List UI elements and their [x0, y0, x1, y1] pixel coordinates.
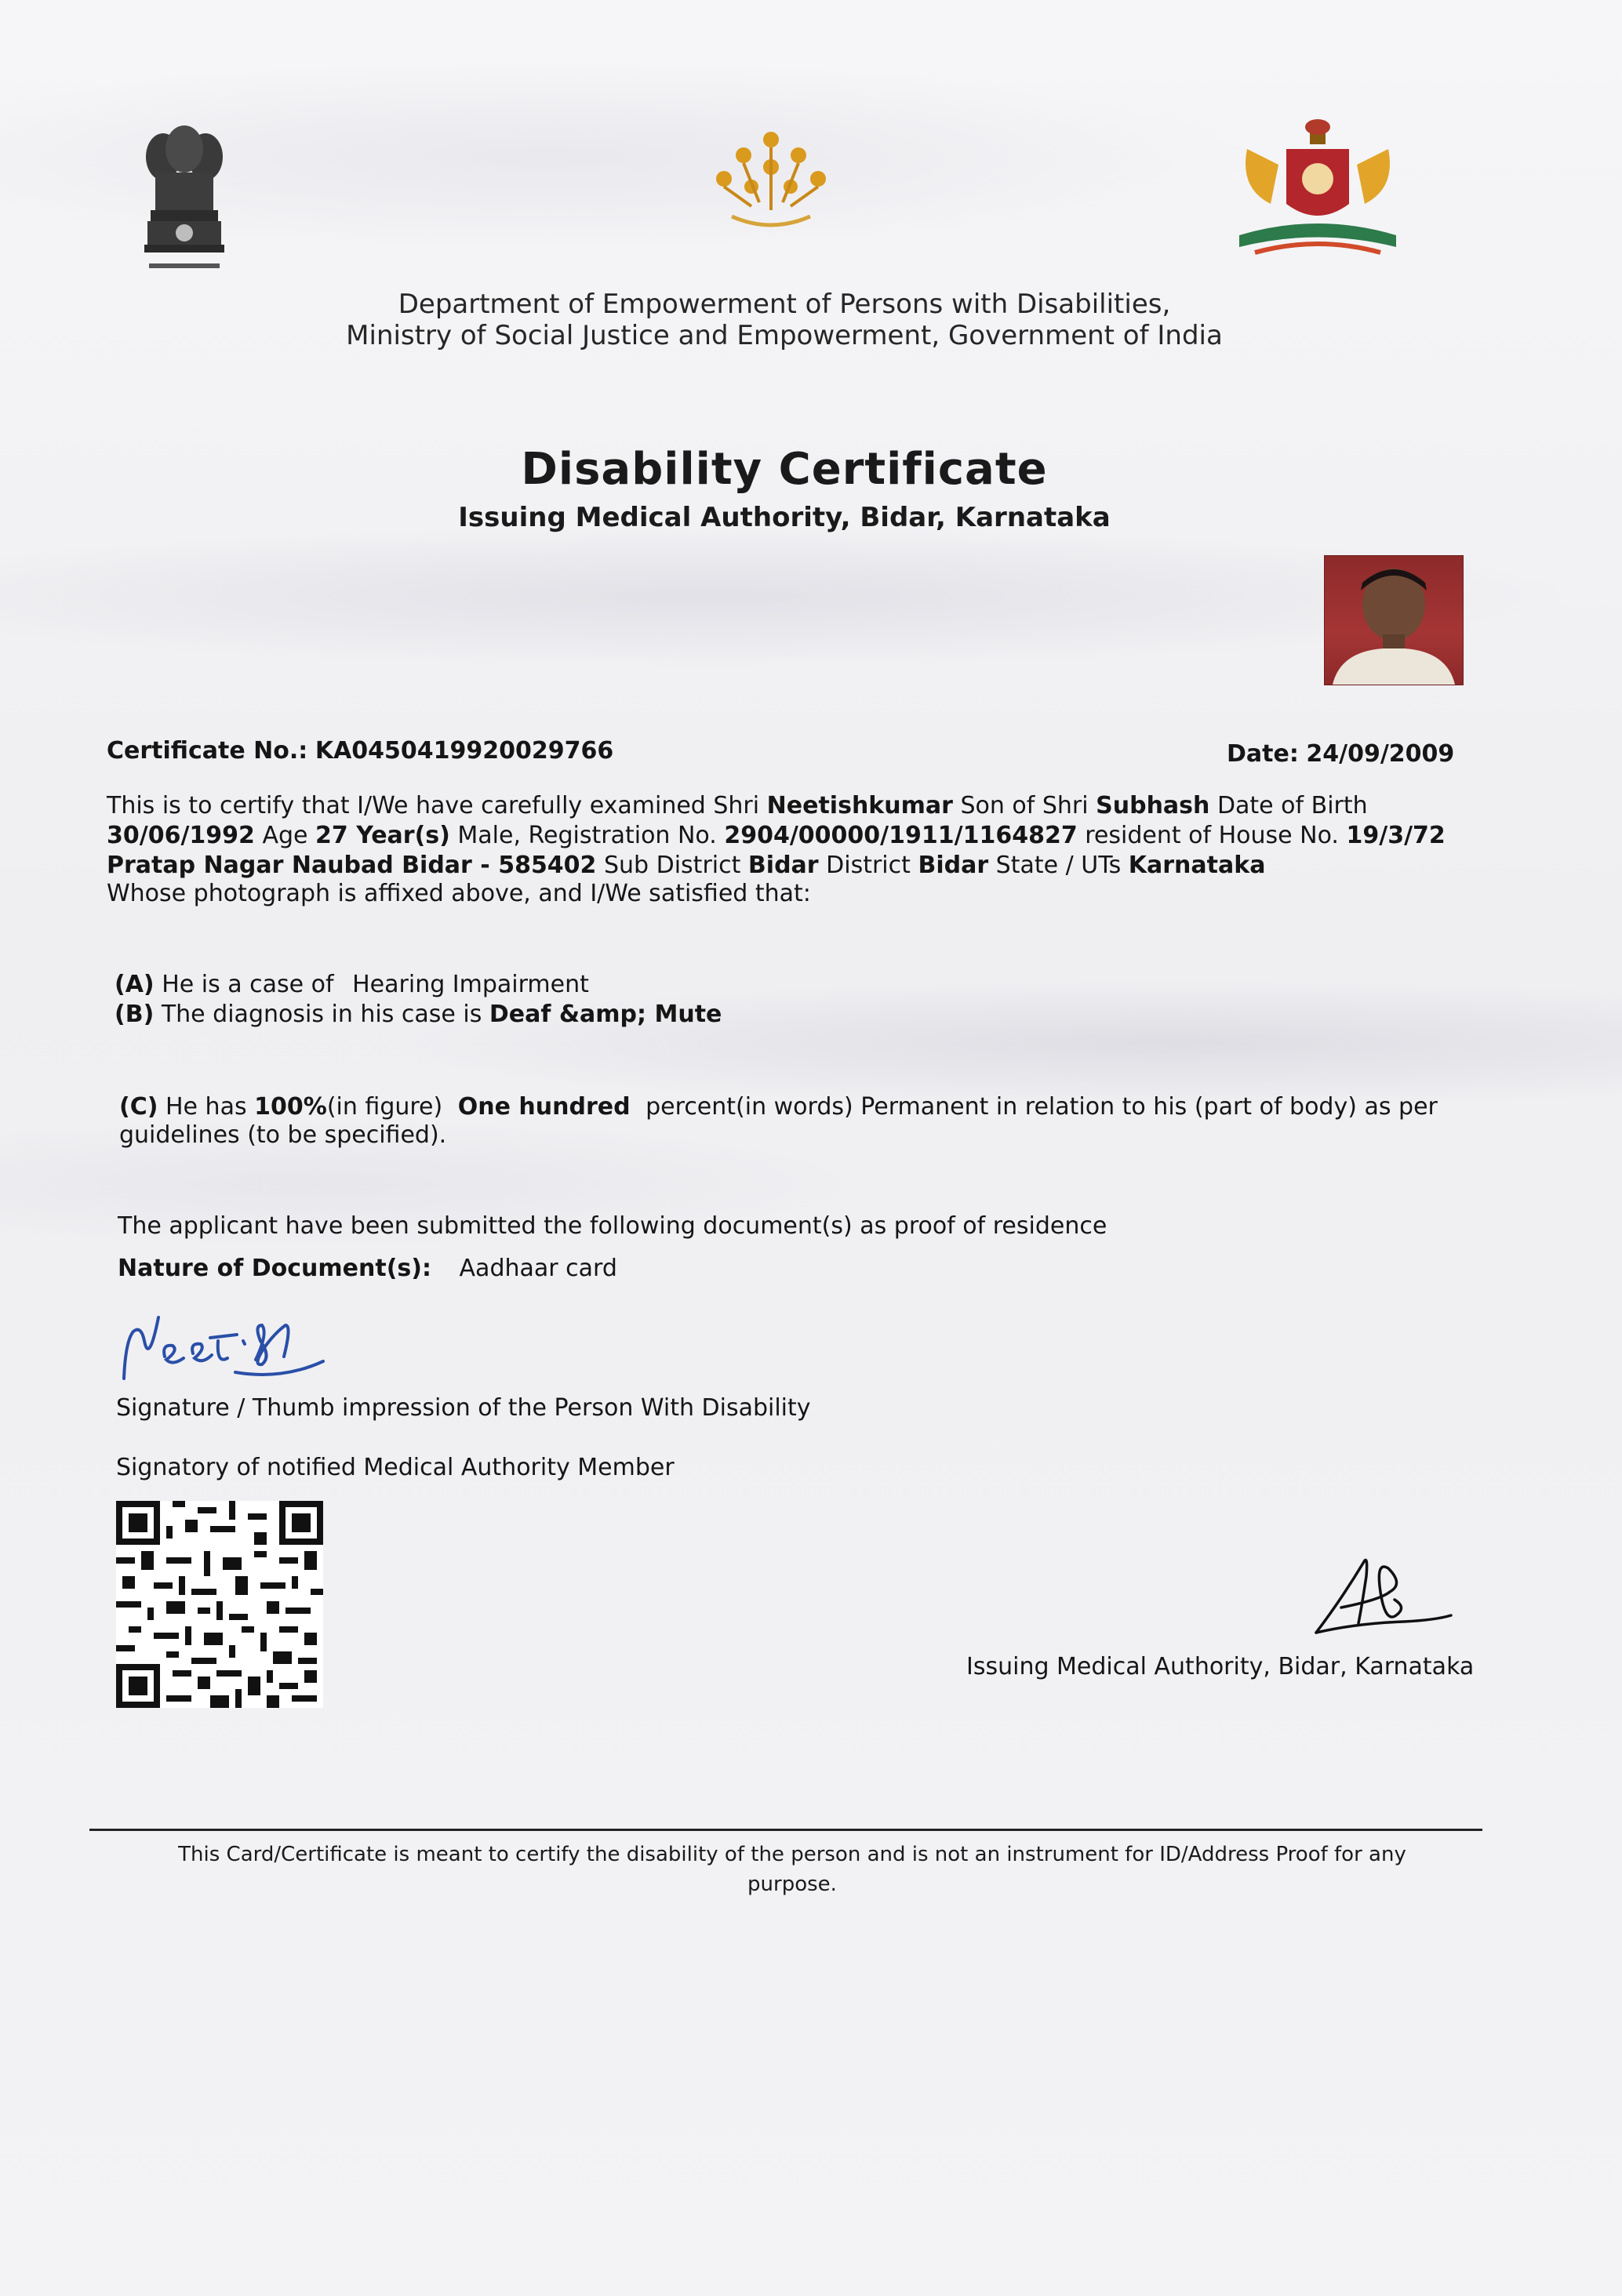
authority-signature: [1310, 1545, 1459, 1647]
clause-c-text: (in figure): [326, 1093, 443, 1121]
clause-a: [115, 971, 589, 998]
issuing-authority-subtitle: Issuing Medical Authority, Bidar, Karnataka: [458, 502, 1111, 533]
qr-code: [116, 1501, 323, 1708]
body-line-3: [107, 852, 1265, 879]
body-text: State / UTs: [995, 852, 1122, 879]
ministry-line: Ministry of Social Justice and Empowerment, Government of India: [346, 320, 1223, 351]
footer-divider: [89, 1829, 1482, 1831]
page-title: Disability Certificate: [521, 444, 1048, 495]
clause-c-text: percent(in words) Permanent in relation to his (part of body) as per: [646, 1093, 1438, 1121]
clause-b-label: (B): [115, 1001, 155, 1028]
certificate-date-value: 24/09/2009: [1306, 740, 1455, 768]
body-line-4: Whose photograph is affixed above, and I/We satisfied that:: [107, 880, 811, 907]
applicant-age: 27 Year(s): [315, 822, 450, 849]
clause-c-label: (C): [119, 1093, 158, 1121]
body-text: Sub District: [603, 852, 741, 879]
district: Bidar: [918, 852, 989, 879]
applicant-photo: [1324, 555, 1464, 685]
residence-proof-statement: The applicant have been submitted the following document(s) as proof of residence: [118, 1212, 1107, 1240]
body-text: Son of Shri: [960, 792, 1089, 819]
applicant-name: Neetishkumar: [766, 792, 953, 819]
certificate-number-label: Certificate No.:: [107, 737, 308, 765]
certificate-number: [107, 737, 613, 765]
disability-type: Hearing Impairment: [352, 971, 589, 998]
ashoka-emblem-icon: [133, 125, 235, 282]
authority-signature-caption: Issuing Medical Authority, Bidar, Karnataka: [966, 1653, 1475, 1680]
clause-c-continued: guidelines (to be specified).: [119, 1121, 447, 1149]
nature-of-document: [118, 1255, 617, 1282]
clause-a-text: He is a case of: [162, 971, 334, 998]
disability-percent: 100%: [254, 1093, 327, 1121]
karnataka-emblem-icon: [1224, 118, 1412, 274]
state: Karnataka: [1128, 852, 1266, 879]
certificate-number-value: KA0450419920029766: [315, 737, 614, 765]
sub-district: Bidar: [747, 852, 819, 879]
disability-percent-words: One hundred: [457, 1093, 631, 1121]
certificate-date: [1227, 740, 1454, 768]
body-text: Age: [262, 822, 308, 849]
body-text: Male, Registration No.: [457, 822, 717, 849]
body-text: resident of House No.: [1085, 822, 1339, 849]
clause-c-text: He has: [165, 1093, 247, 1121]
accessible-india-emblem-icon: [696, 124, 846, 242]
clause-b-text: The diagnosis in his case is: [161, 1001, 482, 1028]
footer-disclaimer: This Card/Certificate is meant to certify the disability of the person and is not an instrument for ID/Address Proof for any purpose.: [178, 1843, 1406, 1896]
address: Pratap Nagar Naubad Bidar - 585402: [107, 852, 597, 879]
body-line-1: [107, 792, 1368, 819]
diagnosis: Deaf &amp; Mute: [489, 1001, 722, 1028]
body-line-2: [107, 822, 1446, 849]
nature-of-document-label: Nature of Document(s):: [118, 1255, 431, 1282]
clause-a-label: (A): [115, 971, 155, 998]
date-of-birth: 30/06/1992: [107, 822, 255, 849]
applicant-signature: [118, 1294, 337, 1388]
body-text: This is to certify that I/We have carefully examined Shri: [107, 792, 760, 819]
department-line: Department of Empowerment of Persons with Disabilities,: [398, 289, 1171, 320]
clause-c: [119, 1093, 1438, 1121]
body-text: Date of Birth: [1216, 792, 1368, 819]
house-number: 19/3/72: [1346, 822, 1446, 849]
clause-b: [115, 1001, 722, 1028]
nature-of-document-value: Aadhaar card: [459, 1255, 617, 1282]
applicant-signature-caption: Signature / Thumb impression of the Person With Disability: [116, 1394, 811, 1422]
medical-authority-signatory-label: Signatory of notified Medical Authority Member: [116, 1454, 675, 1481]
certificate-date-label: Date:: [1227, 740, 1299, 768]
registration-number: 2904/00000/1911/1164827: [724, 822, 1078, 849]
father-name: Subhash: [1096, 792, 1210, 819]
body-text: District: [826, 852, 911, 879]
